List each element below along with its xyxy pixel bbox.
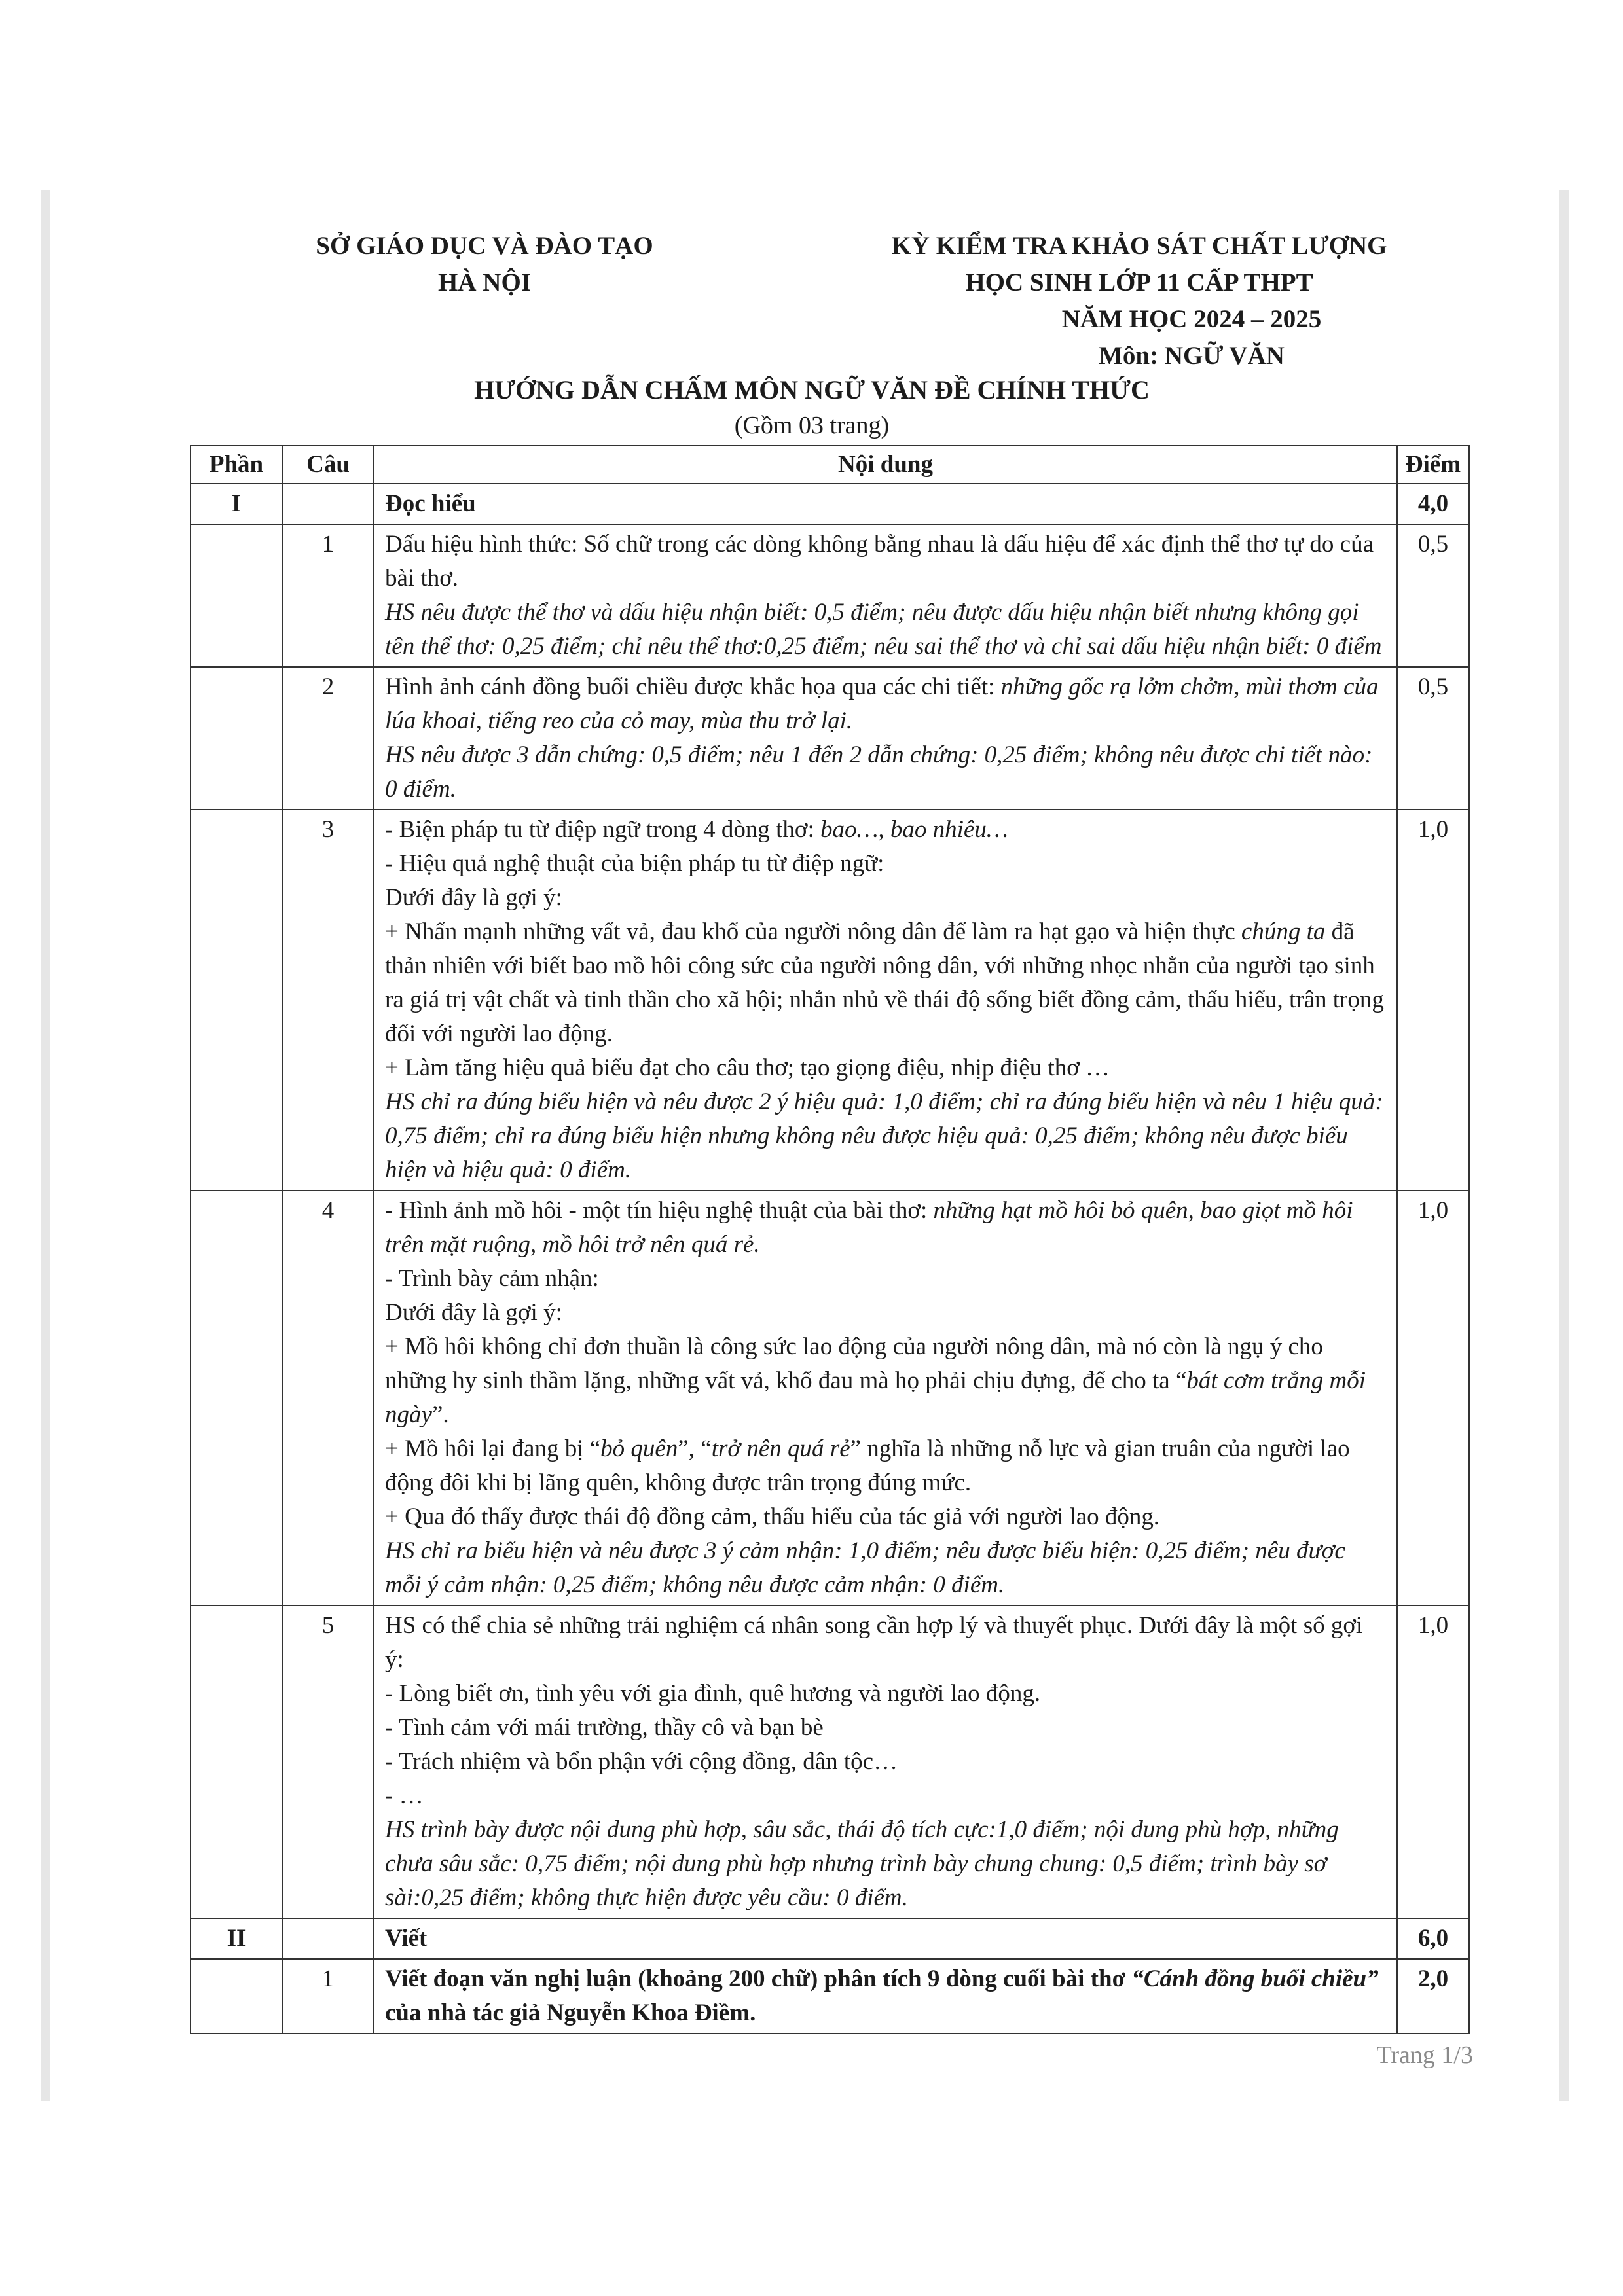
subject: Môn: NGỮ VĂN — [1099, 342, 1285, 370]
answer-text-plain: ”, “ — [678, 1435, 712, 1462]
scoring-note: HS nêu được thể thơ và dấu hiệu nhận biết: 0,5 điểm; nêu được dấu hiệu nhận biết nhưng không gọi tên thể thơ: 0,25 điểm; chỉ nêu thể thơ:0,25 điểm; nêu sai thể thơ và chỉ sai dấu hiệu nhận biết: 0 điểm — [385, 599, 1382, 660]
question-content — [374, 810, 1397, 1191]
header-noi-dung: Nội dung — [374, 446, 1397, 484]
prompt-text: của nhà tác giả Nguyễn Khoa Điềm. — [385, 2000, 756, 2026]
section-row-doc-hieu — [191, 484, 1469, 524]
question-score: 1,0 — [1397, 1605, 1469, 1918]
scoring-note: HS nêu được 3 dẫn chứng: 0,5 điểm; nêu 1 đến 2 dẫn chứng: 0,25 điểm; không nêu được chi tiết nào: 0 điểm. — [385, 742, 1373, 802]
answer-text-plain: + Mồ hôi lại đang bị “ — [385, 1435, 601, 1462]
question-content — [374, 1959, 1397, 2034]
answer-line: - Hiệu quả nghệ thuật của biện pháp tu từ điệp ngữ: — [385, 850, 884, 877]
answer-text-quote: chúng ta — [1241, 918, 1326, 945]
answer-line — [385, 915, 1386, 1051]
answer-text-quote: bỏ quên — [600, 1435, 678, 1462]
section-row-viet — [191, 1918, 1469, 1959]
answer-line: Dưới đây là gợi ý: — [385, 1299, 562, 1326]
school-year: NĂM HỌC 2024 – 2025 — [1061, 305, 1322, 333]
section-score: 4,0 — [1397, 484, 1469, 524]
question-content — [374, 1191, 1397, 1605]
answer-text-plain: + Mồ hôi không chỉ đơn thuần là công sức lao động của người nông dân, mà nó còn là ngụ ý cho những hy sinh thầm lặng, những vất vả, khổ đau mà họ phải chịu đựng, để cho ta “ — [385, 1333, 1323, 1394]
question-score: 0,5 — [1397, 667, 1469, 810]
question-number: 5 — [282, 1605, 374, 1918]
department-name — [282, 228, 687, 301]
empty-cell — [191, 1191, 282, 1605]
question-row-3 — [191, 810, 1469, 1191]
writing-prompt — [385, 1962, 1386, 2030]
question-row-1 — [191, 524, 1469, 667]
answer-line: + Qua đó thấy được thái độ đồng cảm, thấu hiểu của tác giả với người lao động. — [385, 1503, 1160, 1530]
header-phan: Phần — [191, 446, 282, 484]
answer-line: - Trình bày cảm nhận: — [385, 1265, 599, 1292]
scoring-note: HS trình bày được nội dung phù hợp, sâu sắc, thái độ tích cực:1,0 điểm; nội dung phù hợp, những chưa sâu sắc: 0,75 điểm; nội dung phù hợp nhưng trình bày chung chung: 0,5 điểm; trình bày sơ sài:0,25 điểm; không thực hiện được yêu cầu: 0 điểm. — [385, 1816, 1339, 1911]
answer-line: Dưới đây là gợi ý: — [385, 884, 562, 911]
answer-text-quote: bao…, bao nhiêu… — [820, 816, 1008, 843]
scoring-note: HS chỉ ra biểu hiện và nêu được 3 ý cảm nhận: 1,0 điểm; nêu được biểu hiện: 0,25 điểm; nêu được mỗi ý cảm nhận: 0,25 điểm; không nêu được cảm nhận: 0 điểm. — [385, 1537, 1345, 1598]
page-edge-right — [1559, 190, 1569, 2101]
question-content — [374, 524, 1397, 667]
question-number: 1 — [282, 524, 374, 667]
answer-line: - Tình cảm với mái trường, thầy cô và bạn bè — [385, 1714, 824, 1741]
question-number: 4 — [282, 1191, 374, 1605]
answer-text-plain: - Biện pháp tu từ điệp ngữ trong 4 dòng thơ: — [385, 816, 820, 843]
section-label: Đọc hiểu — [374, 484, 1397, 524]
answer-line: HS có thể chia sẻ những trải nghiệm cá nhân song cần hợp lý và thuyết phục. Dưới đây là một số gợi ý: — [385, 1612, 1363, 1673]
title-block — [190, 372, 1434, 442]
answer-line — [385, 1432, 1386, 1500]
department-line-2: HÀ NỘI — [438, 268, 531, 296]
exam-name — [779, 228, 1499, 374]
department-line-1: SỞ GIÁO DỤC VÀ ĐÀO TẠO — [316, 232, 653, 260]
answer-text-plain: đã thản nhiên với biết bao mồ hôi công sức của người nông dân, với những nhọc nhằn của người tạo sinh ra giá trị vật chất và tinh thần cho xã hội; nhắn nhủ về thái độ sống biết đồng cảm, thấu hiểu, trân trọng đối với người lao động. — [385, 918, 1384, 1047]
grading-table — [190, 445, 1470, 2034]
answer-text-plain: ”. — [431, 1401, 449, 1428]
page-number: Trang 1/3 — [1376, 2041, 1473, 2069]
exam-line-1: KỲ KIỂM TRA KHẢO SÁT CHẤT LƯỢNG — [891, 232, 1387, 260]
question-row-4 — [191, 1191, 1469, 1605]
header-diem: Điểm — [1397, 446, 1469, 484]
empty-cell — [191, 1605, 282, 1918]
answer-text-plain: Hình ảnh cánh đồng buổi chiều được khắc họa qua các chi tiết: — [385, 673, 1001, 700]
question-score: 2,0 — [1397, 1959, 1469, 2034]
poem-title: “Cánh đồng buổi chiều” — [1131, 1965, 1379, 1992]
exam-line-2: HỌC SINH LỚP 11 CẤP THPT — [965, 268, 1313, 296]
answer-text-plain: - Hình ảnh mồ hôi - một tín hiệu nghệ thuật của bài thơ: — [385, 1197, 934, 1224]
empty-cell — [191, 1959, 282, 2034]
document-title: HƯỚNG DẪN CHẤM MÔN NGỮ VĂN ĐỀ CHÍNH THỨC — [474, 375, 1150, 404]
answer-line — [385, 813, 1386, 847]
question-number: 2 — [282, 667, 374, 810]
answer-line: + Làm tăng hiệu quả biểu đạt cho câu thơ; tạo giọng điệu, nhịp điệu thơ … — [385, 1054, 1110, 1081]
section-score: 6,0 — [1397, 1918, 1469, 1959]
question-content — [374, 667, 1397, 810]
question-score: 0,5 — [1397, 524, 1469, 667]
question-number: 1 — [282, 1959, 374, 2034]
answer-text: Dấu hiệu hình thức: Số chữ trong các dòng không bằng nhau là dấu hiệu để xác định thể thơ tự do của bài thơ. — [385, 531, 1374, 592]
empty-cell — [191, 524, 282, 667]
answer-text-plain: ” nghĩa là những nỗ lực và gian truân của người lao động đôi khi bị lãng quên, không được trân trọng đúng mức. — [385, 1435, 1350, 1496]
header-cau: Câu — [282, 446, 374, 484]
answer-text-quote: bát cơm trắng mỗi ngày — [385, 1367, 1366, 1428]
answer-line: - … — [385, 1782, 424, 1809]
question-content — [374, 1605, 1397, 1918]
scoring-note: HS chỉ ra đúng biểu hiện và nêu được 2 ý hiệu quả: 1,0 điểm; chỉ ra đúng biểu hiện và nêu 1 hiệu quả: 0,75 điểm; chỉ ra đúng biểu hiện nhưng không nêu được hiệu quả: 0,25 điểm; không nêu được biểu hiện và hiệu quả: 0 điểm. — [385, 1088, 1383, 1183]
section-label: Viết — [374, 1918, 1397, 1959]
answer-text — [385, 670, 1386, 738]
answer-text-plain: + Nhấn mạnh những vất vả, đau khổ của người nông dân để làm ra hạt gạo và hiện thực — [385, 918, 1241, 945]
answer-line: - Trách nhiệm và bổn phận với cộng đồng, dân tộc… — [385, 1748, 898, 1775]
section-number: I — [191, 484, 282, 524]
question-row-5 — [191, 1605, 1469, 1918]
answer-line: - Lòng biết ơn, tình yêu với gia đình, quê hương và người lao động. — [385, 1680, 1041, 1707]
empty-cell — [282, 484, 374, 524]
question-row-2 — [191, 667, 1469, 810]
answer-text-quote: những hạt mồ hôi bỏ quên, bao giọt mồ hôi trên mặt ruộng, mồ hôi trở nên quá rẻ. — [385, 1197, 1353, 1258]
document-subtitle: (Gồm 03 trang) — [734, 412, 890, 439]
table-header-row — [191, 446, 1469, 484]
empty-cell — [191, 810, 282, 1191]
answer-text-quote: trở nên quá rẻ — [711, 1435, 850, 1462]
answer-line — [385, 1330, 1386, 1432]
answer-line — [385, 1194, 1386, 1262]
empty-cell — [191, 667, 282, 810]
answer-text-quote: những gốc rạ lởm chởm, mùi thơm của lúa khoai, tiếng reo của cỏ may, mùa thu trở lại. — [385, 673, 1379, 734]
section-number: II — [191, 1918, 282, 1959]
empty-cell — [282, 1918, 374, 1959]
question-number: 3 — [282, 810, 374, 1191]
prompt-text: Viết đoạn văn nghị luận (khoảng 200 chữ) phân tích 9 dòng cuối bài thơ — [385, 1965, 1132, 1992]
page-edge-left — [41, 190, 50, 2101]
question-score: 1,0 — [1397, 1191, 1469, 1605]
writing-row-1 — [191, 1959, 1469, 2034]
question-score: 1,0 — [1397, 810, 1469, 1191]
